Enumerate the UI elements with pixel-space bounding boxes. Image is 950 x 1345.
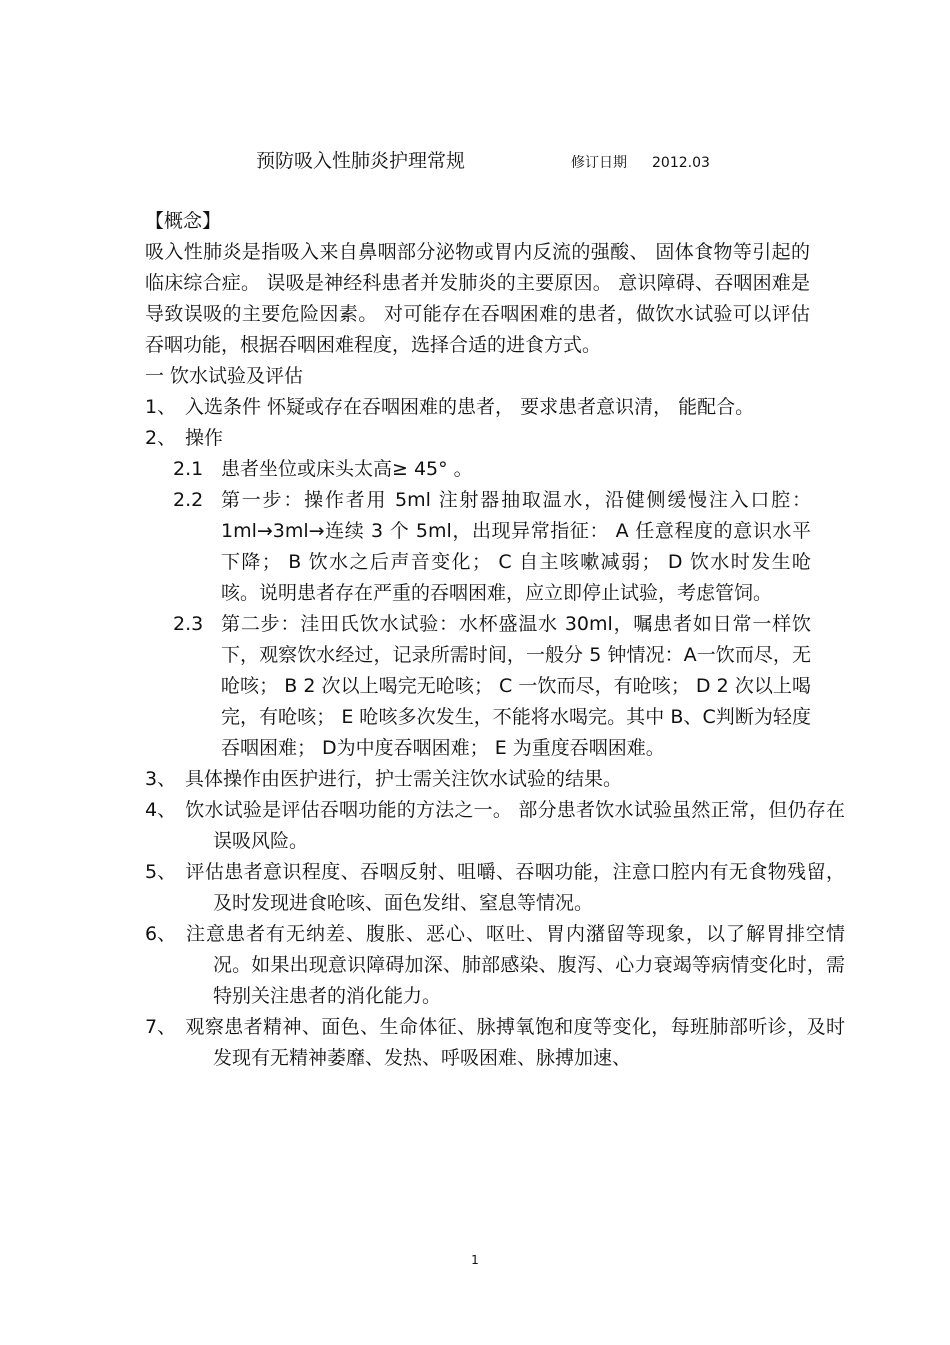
concept-paragraph: 吸入性肺炎是指吸入来自鼻咽部分泌物或胃内反流的强酸、 固体食物等引起的临床综合症。 误吸是神经科患者并发肺炎的主要原因。 意识障碍、吞咽困难是导致误吸的主要危险因素。 对可能存在吞咽困难的患者，做饮水试验可以评估吞咽功能，根据吞咽困难程度，选择合适的进食方式。 <box>145 241 810 356</box>
list-item-number: 2、 <box>145 427 177 449</box>
list-item-text: 具体操作由医护进行，护士需关注饮水试验的结果。 <box>185 768 623 790</box>
list-item-5 <box>145 857 845 919</box>
list-item-number: 5、 <box>145 861 177 883</box>
list-item-1 <box>145 392 815 423</box>
title-row <box>0 147 950 177</box>
sub-item-2-3 <box>173 609 815 764</box>
concept-label: 【概念】 <box>145 210 222 232</box>
sub-item-number: 2.1 <box>173 458 204 480</box>
sub-item-text: 患者坐位或床头太高≥ 45° 。 <box>221 458 473 480</box>
sub-item-number: 2.2 <box>173 489 204 511</box>
list-item-6 <box>145 919 845 1012</box>
revision-label: 修订日期 <box>571 155 627 171</box>
list-item-text: 饮水试验是评估吞咽功能的方法之一。 部分患者饮水试验虽然正常，但仍存在误吸风险。 <box>185 799 845 852</box>
list-item-text: 观察患者精神、面色、生命体征、脉搏氧饱和度等变化，每班肺部听诊，及时发现有无精神萎靡、发热、呼吸困难、脉搏加速、 <box>185 1016 845 1069</box>
list-item-text: 评估患者意识程度、吞咽反射、咀嚼、吞咽功能，注意口腔内有无食物残留，及时发现进食呛咳、面色发绀、窒息等情况。 <box>185 861 845 914</box>
list-item-text: 操作 <box>185 427 224 449</box>
document-title: 预防吸入性肺炎护理常规 <box>256 150 466 172</box>
sub-item-text: 第一步：操作者用 5ml 注射器抽取温水，沿健侧缓慢注入口腔：1ml→3ml→连续 3 个 5ml，出现异常指征： A 任意程度的意识水平下降； B 饮水之后声音变化； C 自主咳嗽减弱； D 饮水时发生呛咳。说明患者存在严重的吞咽困难，应立即停止试验，考虑管饲。 <box>221 489 811 604</box>
sub-item-number: 2.3 <box>173 613 204 635</box>
list-item-number: 4、 <box>145 799 177 821</box>
section-heading: 一 饮水试验及评估 <box>145 365 304 387</box>
sub-item-2-2 <box>173 485 815 609</box>
list-item-text: 入选条件 怀疑或存在吞咽困难的患者， 要求患者意识清， 能配合。 <box>185 396 755 418</box>
revision-date: 2012.03 <box>652 155 710 171</box>
sub-item-text: 第二步：洼田氏饮水试验：水杯盛温水 30ml，嘱患者如日常一样饮下，观察饮水经过，记录所需时间，一般分 5 钟情况：A一饮而尽，无呛咳； B 2 次以上喝完无呛咳； C 一饮而尽，有呛咳； D 2 次以上喝完，有呛咳； E 呛咳多次发生，不能将水喝完。其中 B、C判断为轻度吞咽困难； D为中度吞咽困难； E 为重度吞咽困难。 <box>221 613 811 759</box>
list-item-number: 6、 <box>145 923 177 945</box>
list-item-text: 注意患者有无纳差、腹胀、恶心、呕吐、胃内潴留等现象，以了解胃排空情况。如果出现意识障碍加深、肺部感染、腹泻、心力衰竭等病情变化时，需特别关注患者的消化能力。 <box>185 923 845 1007</box>
list-item-number: 3、 <box>145 768 177 790</box>
list-item-number: 7、 <box>145 1016 177 1038</box>
list-item-4 <box>145 795 845 857</box>
list-item-3 <box>145 764 815 795</box>
document-body <box>145 206 845 1074</box>
list-item-number: 1、 <box>145 396 177 418</box>
list-item-2 <box>145 423 815 454</box>
page-number: 1 <box>471 1253 479 1267</box>
sub-item-2-1 <box>173 454 815 485</box>
list-item-7 <box>145 1012 845 1074</box>
